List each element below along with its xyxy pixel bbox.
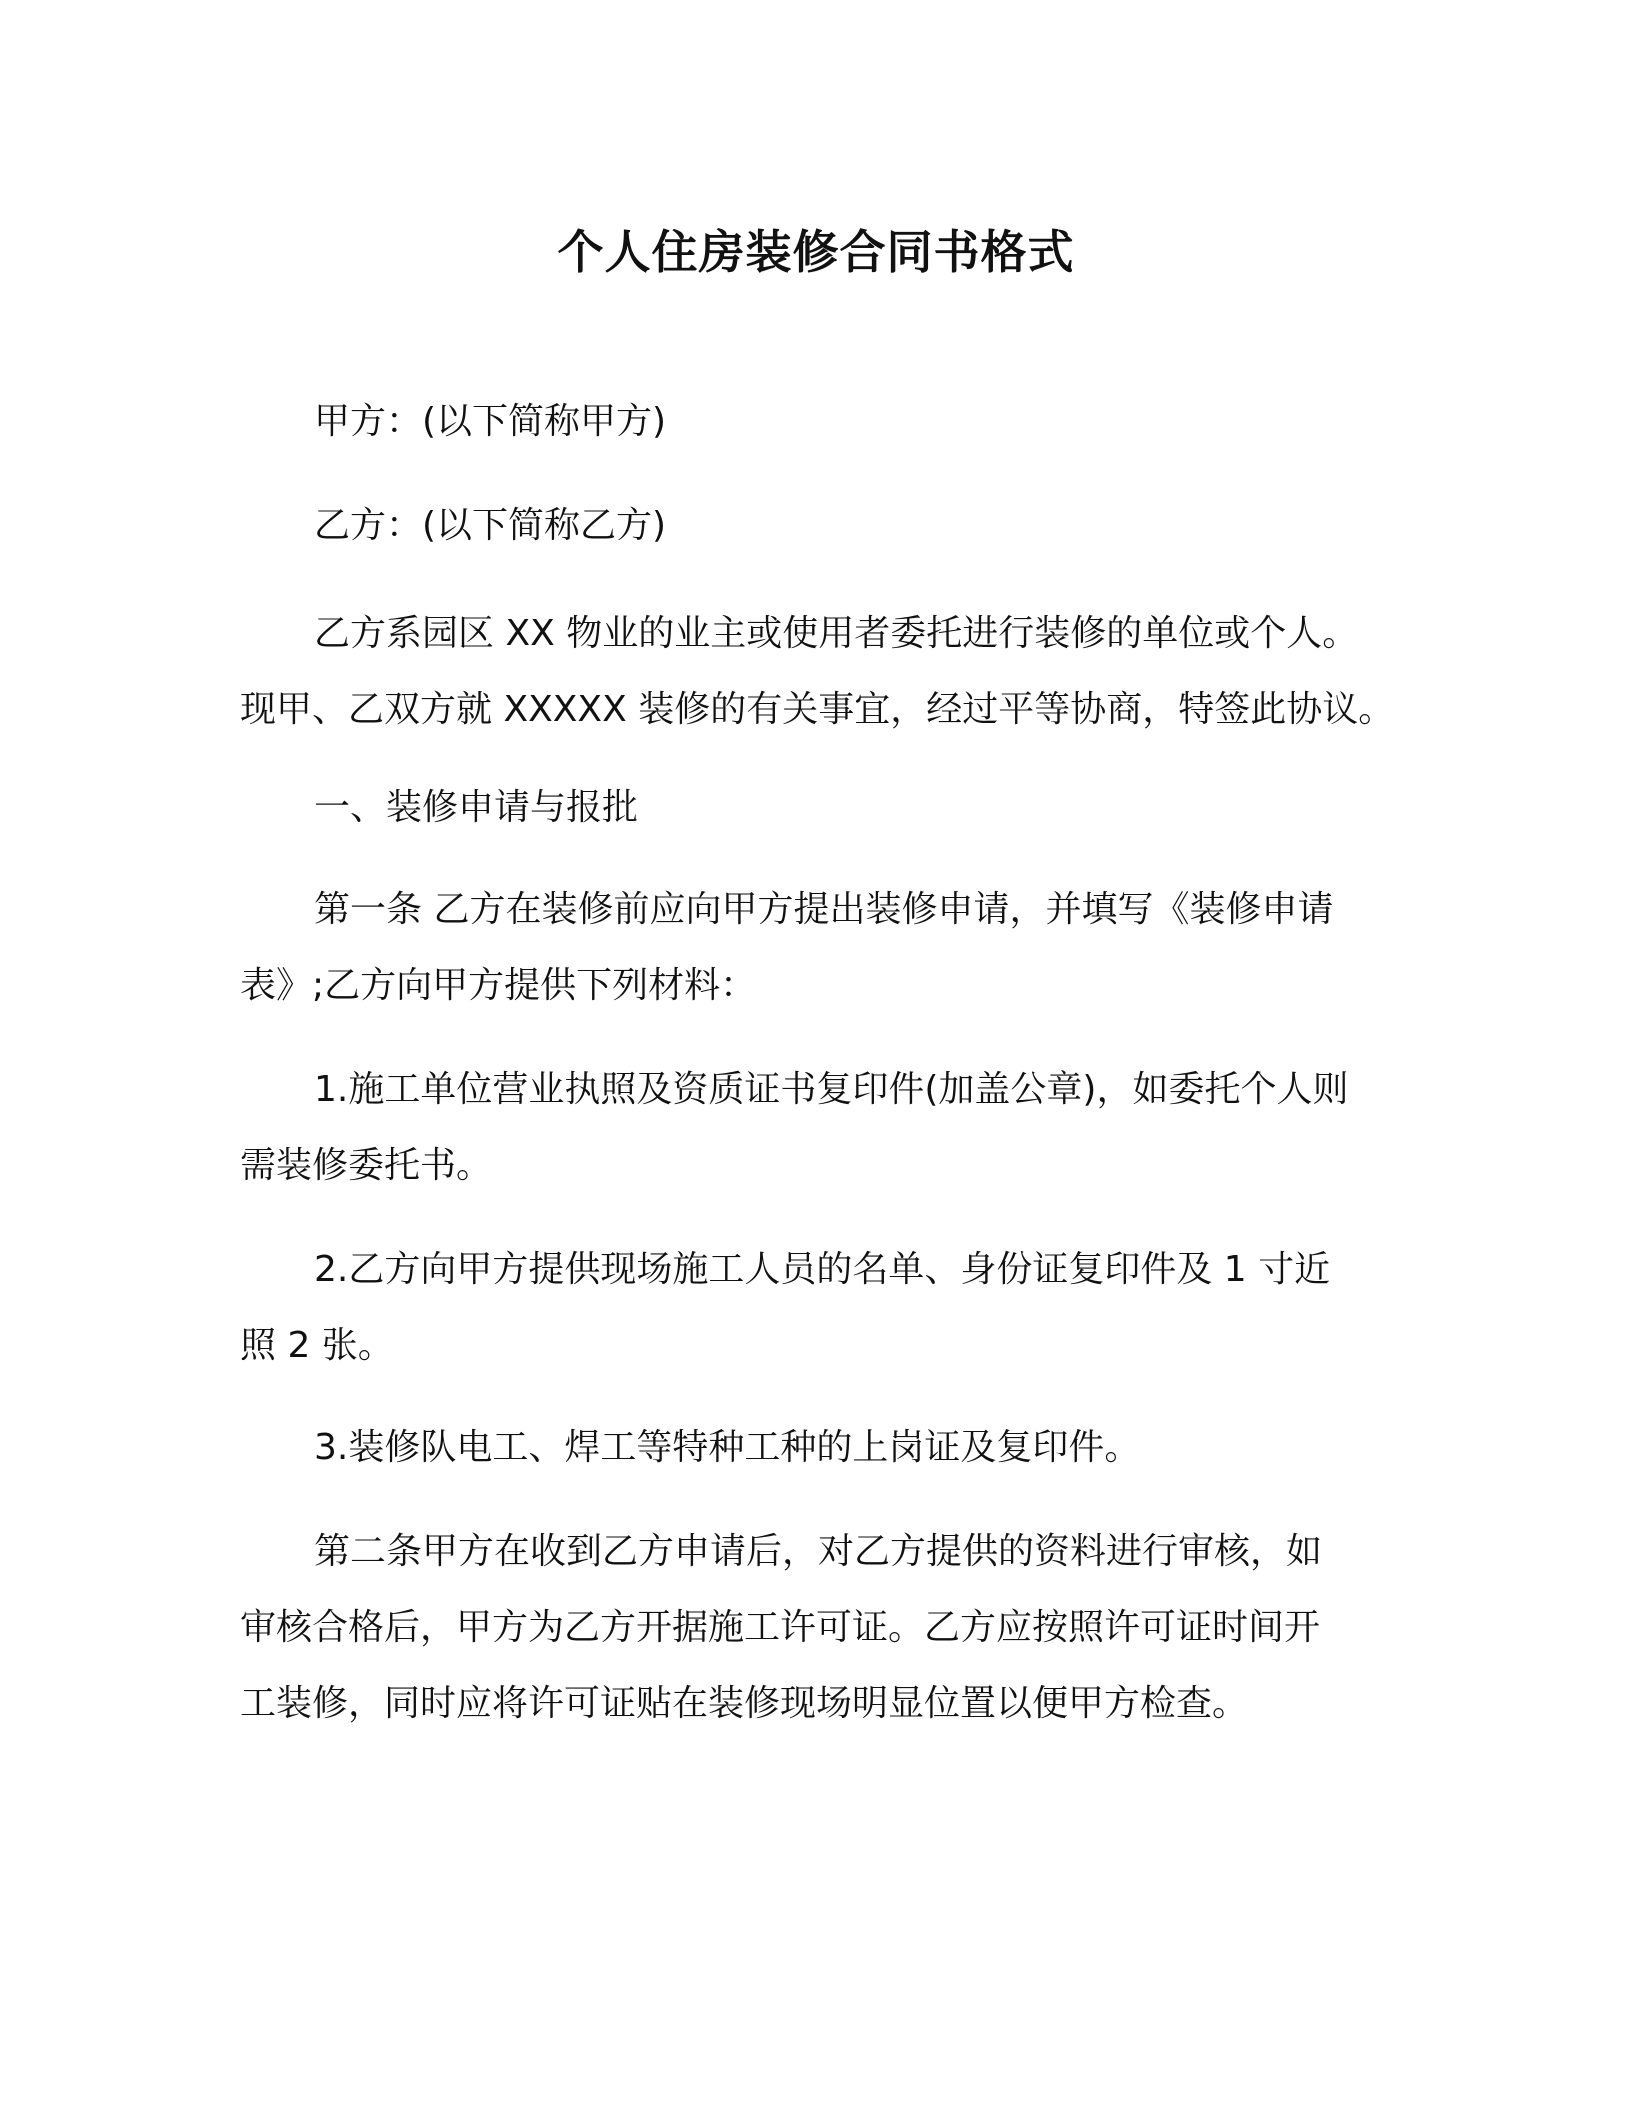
section-heading: 一、装修申请与报批 <box>314 787 639 828</box>
item-2-line-1: 2.乙方向甲方提供现场施工人员的名单、身份证复印件及 1 寸近 <box>314 1249 1331 1290</box>
article-2-line-2: 审核合格后，甲方为乙方开据施工许可证。乙方应按照许可证时间开 <box>240 1607 1321 1648</box>
article-2-line-3: 工装修，同时应将许可证贴在装修现场明显位置以便甲方检查。 <box>240 1683 1249 1724</box>
article-1-line-2: 表》;乙方向甲方提供下列材料： <box>240 965 757 1006</box>
party-a-line: 甲方：(以下简称甲方) <box>314 401 667 442</box>
item-1-line-1: 1.施工单位营业执照及资质证书复印件(加盖公章)，如委托个人则 <box>314 1069 1349 1110</box>
party-b-line: 乙方：(以下简称乙方) <box>314 505 667 546</box>
article-1-line-1: 第一条 乙方在装修前应向甲方提出装修申请，并填写《装修申请 <box>314 889 1334 930</box>
intro-line-2: 现甲、乙双方就 XXXXX 装修的有关事宜，经过平等协商，特签此协议。 <box>240 689 1395 730</box>
article-2-line-1: 第二条甲方在收到乙方申请后，对乙方提供的资料进行审核，如 <box>314 1531 1323 1572</box>
intro-line-1: 乙方系园区 XX 物业的业主或使用者委托进行装修的单位或个人。 <box>314 613 1359 654</box>
item-2-line-2: 照 2 张。 <box>240 1325 394 1366</box>
item-3-line: 3.装修队电工、焊工等特种工种的上岗证及复印件。 <box>314 1427 1141 1468</box>
item-1-line-2: 需装修委托书。 <box>240 1145 493 1186</box>
document-title: 个人住房装修合同书格式 <box>557 225 1075 279</box>
